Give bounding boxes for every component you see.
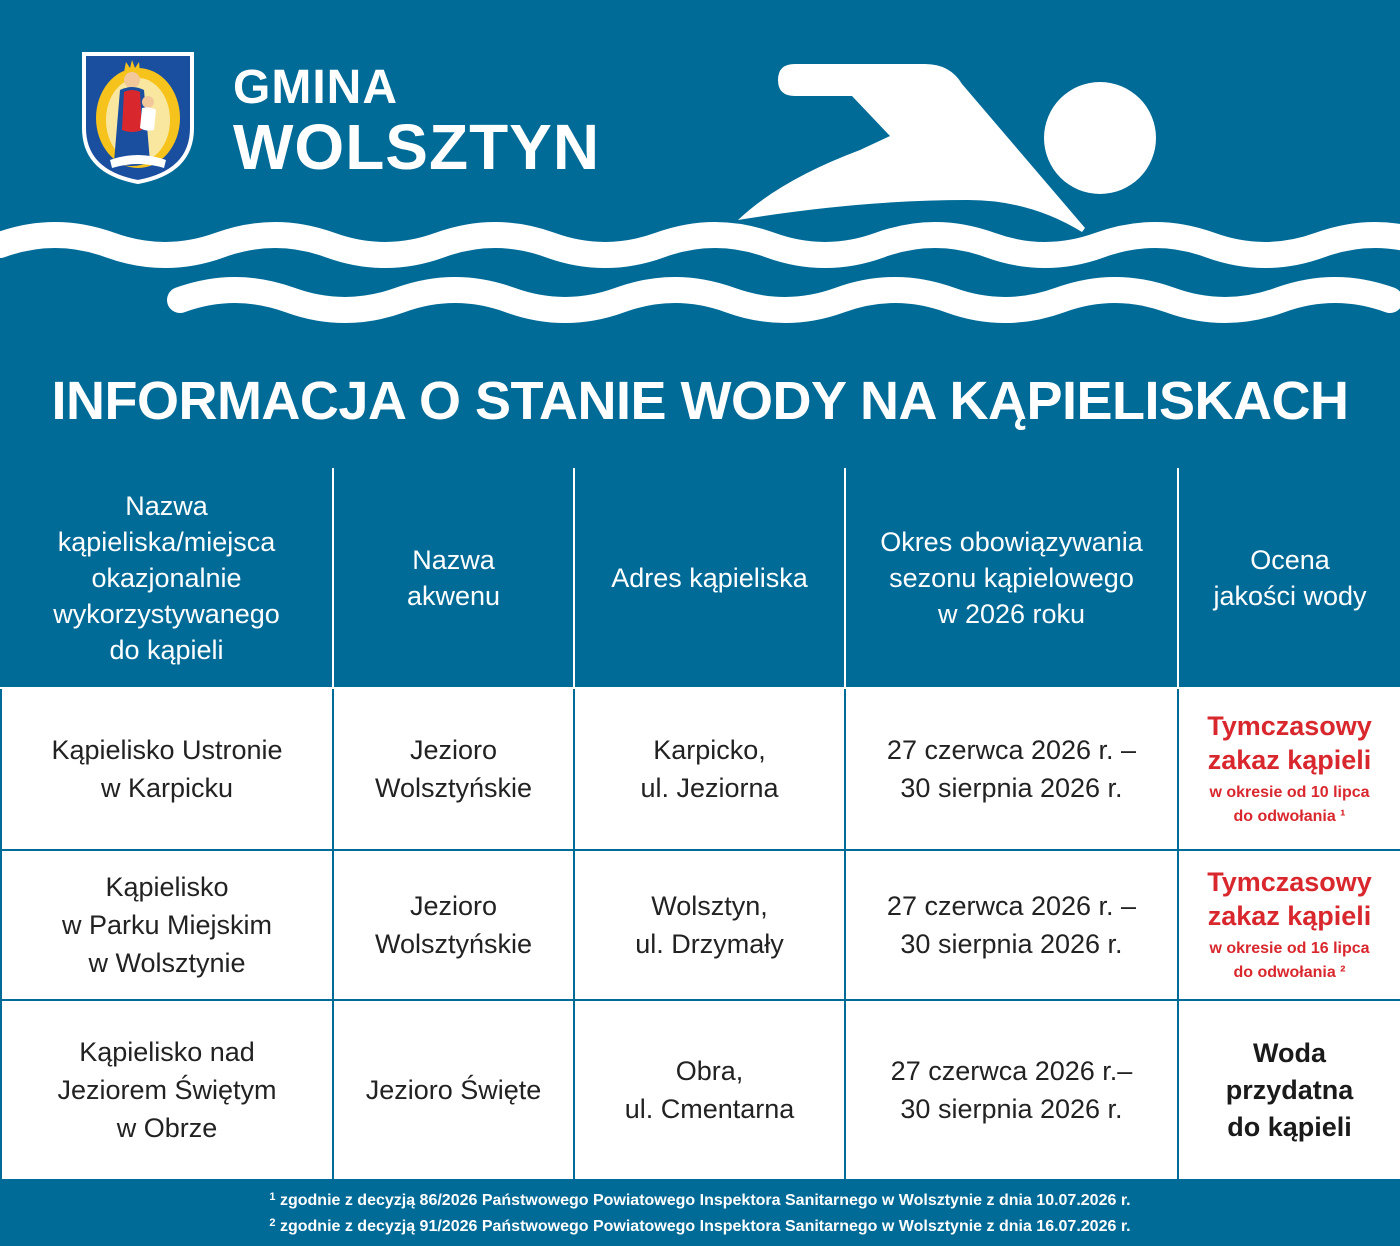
status-badge: Tymczasowy zakaz kąpieli bbox=[1207, 711, 1372, 775]
cell-name: Kąpielisko w Parku Miejskim w Wolsztynie bbox=[1, 850, 333, 1000]
cell-name: Kąpielisko Ustronie w Karpicku bbox=[1, 688, 333, 850]
status-note: w okresie od 10 lipca do odwołania ¹ bbox=[1209, 784, 1370, 825]
cell-address: Karpicko, ul. Jeziorna bbox=[574, 688, 845, 850]
swimmer-icon bbox=[0, 0, 1400, 360]
cell-name: Kąpielisko nad Jeziorem Świętym w Obrze bbox=[1, 1000, 333, 1180]
cell-address: Wolsztyn, ul. Drzymały bbox=[574, 850, 845, 1000]
cell-season: 27 czerwca 2026 r. – 30 sierpnia 2026 r. bbox=[845, 688, 1178, 850]
cell-address: Obra, ul. Cmentarna bbox=[574, 1000, 845, 1180]
cell-water-body: Jezioro Wolsztyńskie bbox=[333, 850, 574, 1000]
footnote-mark: 1 bbox=[269, 1191, 276, 1203]
cell-quality bbox=[1178, 1000, 1400, 1180]
table-row bbox=[1, 688, 1400, 850]
table-row bbox=[1, 1000, 1400, 1180]
brand-line-1: GMINA bbox=[233, 61, 398, 114]
footnote bbox=[0, 1212, 1400, 1238]
waves-icon bbox=[0, 235, 1400, 255]
header-address: Adres kąpieliska bbox=[574, 468, 845, 688]
footnotes bbox=[0, 1186, 1400, 1238]
table-row bbox=[1, 850, 1400, 1000]
footnote bbox=[0, 1186, 1400, 1212]
cell-quality bbox=[1178, 850, 1400, 1000]
footnote-text: zgodnie z decyzją 91/2026 Państwowego Powiatowego Inspektora Sanitarnego w Wolsztynie z dnia 16.07.2026 r. bbox=[279, 1218, 1131, 1235]
status-note: w okresie od 16 lipca do odwołania ² bbox=[1209, 940, 1370, 981]
status-badge: Tymczasowy zakaz kąpieli bbox=[1207, 867, 1372, 931]
footnote-text: zgodnie z decyzją 86/2026 Państwowego Powiatowego Inspektora Sanitarnego w Wolsztynie z dnia 10.07.2026 r. bbox=[279, 1192, 1131, 1209]
header-season: Okres obowiązywania sezonu kąpielowego w 2026 roku bbox=[845, 468, 1178, 688]
cell-quality bbox=[1178, 688, 1400, 850]
cell-water-body: Jezioro Święte bbox=[333, 1000, 574, 1180]
header-name: Nazwa kąpieliska/miejsca okazjonalnie wykorzystywanego do kąpieli bbox=[1, 468, 333, 688]
water-quality-table bbox=[0, 468, 1400, 1181]
cell-water-body: Jezioro Wolsztyńskie bbox=[333, 688, 574, 850]
table-header-row bbox=[1, 468, 1400, 688]
header-quality: Ocena jakości wody bbox=[1178, 468, 1400, 688]
cell-season: 27 czerwca 2026 r. – 30 sierpnia 2026 r. bbox=[845, 850, 1178, 1000]
header-water-body: Nazwa akwenu bbox=[333, 468, 574, 688]
header-banner bbox=[0, 0, 1400, 466]
brand-line-2: WOLSZTYN bbox=[233, 111, 601, 183]
status-badge: Woda przydatna do kąpieli bbox=[1225, 1037, 1354, 1142]
page-title: INFORMACJA O STANIE WODY NA KĄPIELISKACH bbox=[51, 371, 1349, 431]
footnote-mark: 2 bbox=[269, 1217, 276, 1229]
cell-season: 27 czerwca 2026 r.– 30 sierpnia 2026 r. bbox=[845, 1000, 1178, 1180]
